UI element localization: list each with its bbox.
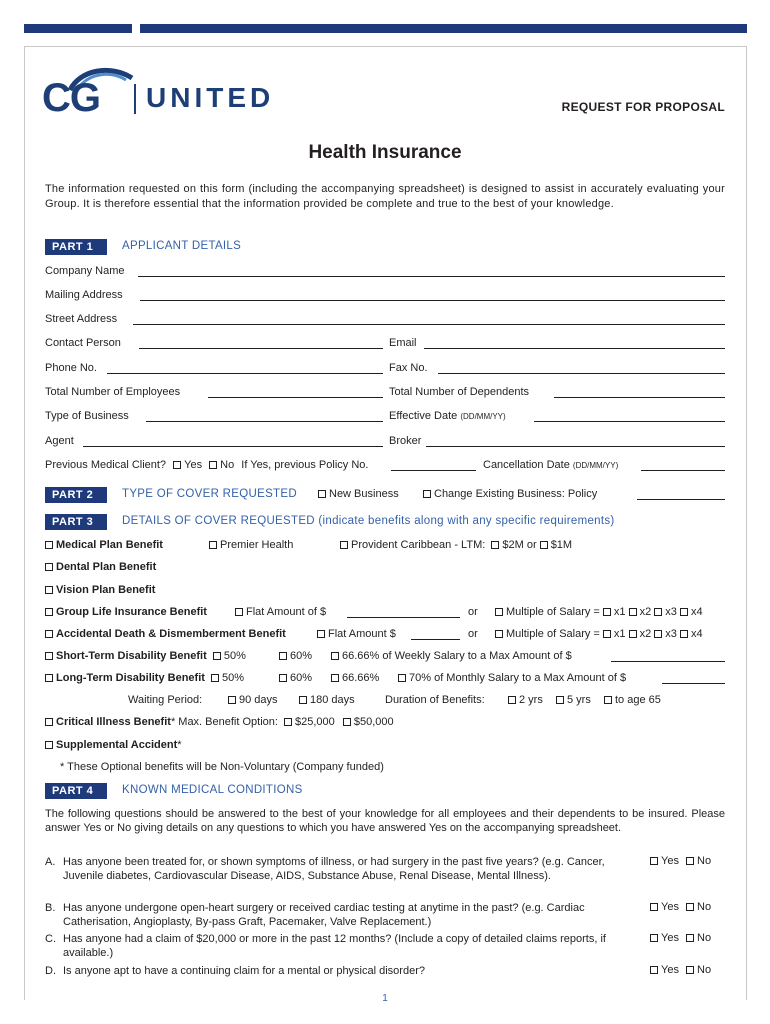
critical-illness-star: * bbox=[170, 716, 176, 728]
add-x3-checkbox[interactable] bbox=[654, 630, 662, 638]
provident-option[interactable] bbox=[340, 539, 572, 551]
question-d-text: Is anyone apt to have a continuing claim for a mental or physical disorder? bbox=[63, 965, 425, 977]
dental-plan-option[interactable] bbox=[45, 561, 156, 573]
part3-title: DETAILS OF COVER REQUESTED (indicate benefits along with any specific requirements) bbox=[122, 515, 615, 527]
previous-policy-field[interactable] bbox=[391, 470, 476, 471]
part4-tag: PART 4 bbox=[45, 783, 107, 799]
premier-health-checkbox[interactable] bbox=[209, 541, 217, 549]
question-d-no-label: No bbox=[697, 964, 712, 976]
group-life-multiple-label: Multiple of Salary = bbox=[506, 606, 600, 618]
dental-plan-label: Dental Plan Benefit bbox=[56, 561, 157, 573]
previous-client-no-label: No bbox=[220, 459, 235, 471]
intro-paragraph: The information requested on this form (including the accompanying spreadsheet) is designed to assist in accurately evaluating your Group. It is therefore essential that the information provided be complete and true to the best of your knowledge. bbox=[45, 183, 725, 210]
provident-checkbox[interactable] bbox=[340, 541, 348, 549]
header-bar-left bbox=[24, 24, 132, 33]
add-x1-checkbox[interactable] bbox=[603, 630, 611, 638]
group-life-option[interactable] bbox=[45, 606, 207, 618]
ltm-1m-label: $1M bbox=[550, 539, 573, 551]
total-dependents-label: Total Number of Dependents bbox=[389, 386, 530, 398]
premier-health-option[interactable] bbox=[209, 539, 293, 551]
std-50-label: 50% bbox=[223, 650, 246, 662]
agent-field[interactable] bbox=[83, 446, 383, 447]
add-flat-label: Flat Amount $ bbox=[328, 628, 396, 640]
total-dependents-field[interactable] bbox=[554, 397, 725, 398]
group-life-multiple-checkbox[interactable] bbox=[495, 608, 503, 616]
group-life-x1-checkbox[interactable] bbox=[603, 608, 611, 616]
part2-title: TYPE OF COVER REQUESTED bbox=[122, 488, 297, 500]
group-life-flat-option[interactable] bbox=[235, 606, 326, 618]
std-6666-option[interactable] bbox=[331, 650, 572, 662]
provident-label: Provident Caribbean - LTM: bbox=[351, 539, 486, 551]
add-label: Accidental Death & Dismemberment Benefit bbox=[56, 628, 286, 640]
effective-date-label bbox=[389, 410, 506, 422]
question-b-letter: B. bbox=[45, 902, 56, 914]
add-multiple-checkbox[interactable] bbox=[495, 630, 503, 638]
dental-plan-checkbox[interactable] bbox=[45, 563, 53, 571]
wait-90-option[interactable] bbox=[228, 694, 278, 706]
cancellation-date-format: (DD/MM/YY) bbox=[572, 461, 619, 470]
company-name-field[interactable] bbox=[138, 276, 725, 277]
max-benefit-label: Max. Benefit Option: bbox=[178, 716, 278, 728]
critical-illness-label: Critical Illness Benefit bbox=[56, 716, 171, 728]
cancellation-date-label bbox=[483, 459, 618, 471]
mailing-address-label: Mailing Address bbox=[45, 289, 123, 301]
wait-90-checkbox[interactable] bbox=[228, 696, 236, 704]
total-employees-field[interactable] bbox=[208, 397, 383, 398]
question-b-yes-checkbox[interactable] bbox=[650, 903, 658, 911]
vision-plan-option[interactable] bbox=[45, 584, 155, 596]
part1-tag: PART 1 bbox=[45, 239, 107, 255]
part2-tag: PART 2 bbox=[45, 487, 107, 503]
new-business-option[interactable] bbox=[318, 488, 399, 500]
add-option[interactable] bbox=[45, 628, 286, 640]
dur-65-checkbox[interactable] bbox=[604, 696, 612, 704]
cg-united-logo bbox=[42, 62, 302, 122]
question-a-answers bbox=[650, 855, 711, 867]
ltd-70-checkbox[interactable] bbox=[398, 674, 406, 682]
group-life-x2-checkbox[interactable] bbox=[629, 608, 637, 616]
dur-2-label: 2 yrs bbox=[519, 694, 543, 706]
question-a-no-label: No bbox=[697, 855, 712, 867]
question-d-yes-checkbox[interactable] bbox=[650, 966, 658, 974]
std-checkbox[interactable] bbox=[45, 652, 53, 660]
question-b-yes-label: Yes bbox=[661, 901, 679, 913]
type-of-business-label: Type of Business bbox=[45, 410, 129, 422]
std-option[interactable] bbox=[45, 650, 246, 662]
add-flat-field[interactable] bbox=[411, 639, 460, 640]
part3-tag: PART 3 bbox=[45, 514, 107, 530]
previous-client-yes-checkbox[interactable] bbox=[173, 461, 181, 469]
phone-field[interactable] bbox=[107, 373, 383, 374]
agent-label: Agent bbox=[45, 435, 74, 447]
vision-plan-checkbox[interactable] bbox=[45, 586, 53, 594]
group-life-label: Group Life Insurance Benefit bbox=[56, 606, 207, 618]
ltd-60-option[interactable] bbox=[279, 672, 312, 684]
dur-2-checkbox[interactable] bbox=[508, 696, 516, 704]
ltd-60-label: 60% bbox=[290, 672, 313, 684]
optional-benefits-note: * These Optional benefits will be Non-Voluntary (Company funded) bbox=[60, 761, 384, 773]
change-existing-option[interactable] bbox=[423, 488, 597, 500]
question-b-text: Has anyone undergone open-heart surgery or received cardiac testing at anytime in the past? (e.g. Cardiac Catherisation, Angioplasty, By-pass Graft, Pacemaker, Valve Replacement.) bbox=[63, 902, 585, 928]
opt-50000-label: $50,000 bbox=[353, 716, 394, 728]
new-business-checkbox[interactable] bbox=[318, 490, 326, 498]
broker-label: Broker bbox=[389, 435, 422, 447]
ltd-option[interactable] bbox=[45, 672, 244, 684]
group-life-multiple-option[interactable] bbox=[495, 606, 703, 618]
effective-date-text: Effective Date bbox=[389, 410, 458, 422]
question-c-answers bbox=[650, 932, 711, 944]
page-title: Health Insurance bbox=[308, 142, 462, 163]
question-d-answers bbox=[650, 964, 711, 976]
group-life-or: or bbox=[468, 606, 478, 618]
group-life-x3-checkbox[interactable] bbox=[654, 608, 662, 616]
add-flat-option[interactable] bbox=[317, 628, 396, 640]
question-b-no-label: No bbox=[697, 901, 712, 913]
new-business-label: New Business bbox=[329, 488, 399, 500]
broker-field[interactable] bbox=[426, 446, 725, 447]
dur-5-option[interactable] bbox=[556, 694, 591, 706]
add-x3-label: x3 bbox=[665, 628, 677, 640]
group-life-x4-checkbox[interactable] bbox=[680, 608, 688, 616]
ltd-70-label: 70% of Monthly Salary to a Max Amount of $ bbox=[409, 672, 627, 684]
question-d-no-checkbox[interactable] bbox=[686, 966, 694, 974]
question-c-letter: C. bbox=[45, 933, 56, 945]
question-b-answers bbox=[650, 901, 711, 913]
part1-title: APPLICANT DETAILS bbox=[122, 240, 242, 252]
ltd-60-checkbox[interactable] bbox=[279, 674, 287, 682]
question-a-letter: A. bbox=[45, 856, 56, 868]
ltd-max-amount-field[interactable] bbox=[662, 683, 725, 684]
waiting-period-label: Waiting Period: bbox=[128, 694, 203, 706]
ltm-2m-checkbox[interactable] bbox=[491, 541, 499, 549]
std-max-amount-field[interactable] bbox=[611, 661, 725, 662]
question-c-text: Has anyone had a claim of $20,000 or more in the past 12 months? (Include a copy of detailed claims reports, if available.) bbox=[63, 933, 606, 959]
request-for-proposal-label: REQUEST FOR PROPOSAL bbox=[561, 100, 725, 114]
supplemental-accident-label: Supplemental Accident bbox=[56, 739, 178, 751]
effective-date-field[interactable] bbox=[534, 421, 725, 422]
dur-65-label: to age 65 bbox=[615, 694, 661, 706]
part4-title: KNOWN MEDICAL CONDITIONS bbox=[122, 784, 303, 796]
dur-5-checkbox[interactable] bbox=[556, 696, 564, 704]
add-multiple-option[interactable] bbox=[495, 628, 703, 640]
group-life-x1-label: x1 bbox=[613, 606, 626, 618]
add-multiple-label: Multiple of Salary = bbox=[506, 628, 600, 640]
ltd-50-label: 50% bbox=[221, 672, 245, 684]
vision-plan-label: Vision Plan Benefit bbox=[56, 584, 156, 596]
ltd-50-checkbox[interactable] bbox=[211, 674, 219, 682]
previous-client-yes-label: Yes bbox=[184, 459, 203, 471]
ltm-1m-checkbox[interactable] bbox=[540, 541, 548, 549]
ltd-6666-option[interactable] bbox=[331, 672, 379, 684]
dur-5-label: 5 yrs bbox=[567, 694, 591, 706]
wait-90-label: 90 days bbox=[239, 694, 278, 706]
add-flat-checkbox[interactable] bbox=[317, 630, 325, 638]
ltd-6666-checkbox[interactable] bbox=[331, 674, 339, 682]
medical-plan-checkbox[interactable] bbox=[45, 541, 53, 549]
logo-united-text: UNITED bbox=[146, 82, 275, 113]
std-60-checkbox[interactable] bbox=[279, 652, 287, 660]
ltm-or-label: or bbox=[526, 539, 537, 551]
group-life-flat-label: Flat Amount of $ bbox=[246, 606, 327, 618]
question-c-yes-label: Yes bbox=[661, 932, 679, 944]
previous-policy-label: If Yes, previous Policy No. bbox=[241, 459, 369, 471]
std-60-label: 60% bbox=[290, 650, 313, 662]
phone-label: Phone No. bbox=[45, 362, 97, 374]
question-d-yes-label: Yes bbox=[661, 964, 679, 976]
change-existing-checkbox[interactable] bbox=[423, 490, 431, 498]
mailing-address-field[interactable] bbox=[140, 300, 725, 301]
email-field[interactable] bbox=[424, 348, 725, 349]
medical-plan-label: Medical Plan Benefit bbox=[56, 539, 163, 551]
question-a-text: Has anyone been treated for, or shown symptoms of illness, or had surgery in the past five years? (e.g. Cancer, Juvenile diabetes, Cardiovascular Disease, AIDS, Substance Abuse, Renal Disease, Mental Illness). bbox=[63, 856, 605, 882]
email-label: Email bbox=[389, 337, 417, 349]
type-of-business-field[interactable] bbox=[146, 421, 383, 422]
ltd-70-option[interactable] bbox=[398, 672, 626, 684]
opt-25000-checkbox[interactable] bbox=[284, 718, 292, 726]
ltd-6666-label: 66.66% bbox=[342, 672, 380, 684]
wait-180-label: 180 days bbox=[310, 694, 355, 706]
company-name-label: Company Name bbox=[45, 265, 125, 277]
effective-date-format: (DD/MM/YY) bbox=[460, 412, 506, 421]
std-6666-label: 66.66% of Weekly Salary to a Max Amount of $ bbox=[342, 650, 572, 662]
critical-illness-checkbox[interactable] bbox=[45, 718, 53, 726]
fax-field[interactable] bbox=[438, 373, 725, 374]
logo-divider bbox=[134, 84, 136, 114]
change-existing-policy-field[interactable] bbox=[637, 499, 725, 500]
std-6666-checkbox[interactable] bbox=[331, 652, 339, 660]
street-address-field[interactable] bbox=[133, 324, 725, 325]
duration-label: Duration of Benefits: bbox=[385, 694, 485, 706]
supplemental-accident-star: * bbox=[177, 739, 182, 751]
premier-health-label: Premier Health bbox=[220, 539, 294, 551]
critical-illness-option[interactable] bbox=[45, 716, 394, 728]
question-c-no-checkbox[interactable] bbox=[686, 934, 694, 942]
group-life-x3-label: x3 bbox=[665, 606, 677, 618]
question-c-no-label: No bbox=[697, 932, 712, 944]
add-x4-label: x4 bbox=[690, 628, 703, 640]
question-a-yes-label: Yes bbox=[661, 855, 679, 867]
add-checkbox[interactable] bbox=[45, 630, 53, 638]
wait-180-checkbox[interactable] bbox=[299, 696, 307, 704]
medical-plan-option[interactable] bbox=[45, 539, 163, 551]
add-x1-label: x1 bbox=[613, 628, 626, 640]
question-d-letter: D. bbox=[45, 965, 56, 977]
contact-person-field[interactable] bbox=[139, 348, 383, 349]
group-life-x2-label: x2 bbox=[639, 606, 652, 618]
page-number: 1 bbox=[382, 993, 388, 1004]
dur-2-option[interactable] bbox=[508, 694, 543, 706]
ltd-label: Long-Term Disability Benefit bbox=[56, 672, 205, 684]
previous-client-label: Previous Medical Client? bbox=[45, 459, 167, 471]
supplemental-accident-option[interactable] bbox=[45, 739, 182, 751]
std-60-option[interactable] bbox=[279, 650, 312, 662]
group-life-flat-checkbox[interactable] bbox=[235, 608, 243, 616]
dur-65-option[interactable] bbox=[604, 694, 661, 706]
add-x4-checkbox[interactable] bbox=[680, 630, 688, 638]
contact-person-label: Contact Person bbox=[45, 337, 121, 349]
std-label: Short-Term Disability Benefit bbox=[56, 650, 207, 662]
opt-25000-label: $25,000 bbox=[295, 716, 335, 728]
logo-cg-text: CG bbox=[42, 76, 100, 120]
question-b-no-checkbox[interactable] bbox=[686, 903, 694, 911]
add-x2-checkbox[interactable] bbox=[629, 630, 637, 638]
street-address-label: Street Address bbox=[45, 313, 118, 325]
fax-label: Fax No. bbox=[389, 362, 428, 374]
question-c-yes-checkbox[interactable] bbox=[650, 934, 658, 942]
cancellation-date-field[interactable] bbox=[641, 470, 725, 471]
group-life-flat-field[interactable] bbox=[347, 617, 460, 618]
previous-client-row bbox=[45, 459, 368, 471]
question-a-yes-checkbox[interactable] bbox=[650, 857, 658, 865]
total-employees-label: Total Number of Employees bbox=[45, 386, 181, 398]
ltm-2m-label: $2M bbox=[502, 539, 524, 551]
change-existing-label: Change Existing Business: Policy bbox=[434, 488, 598, 500]
std-50-checkbox[interactable] bbox=[213, 652, 221, 660]
cancellation-date-text: Cancellation Date bbox=[483, 459, 570, 471]
question-a-no-checkbox[interactable] bbox=[686, 857, 694, 865]
group-life-checkbox[interactable] bbox=[45, 608, 53, 616]
header-bar-right bbox=[140, 24, 747, 33]
wait-180-option[interactable] bbox=[299, 694, 355, 706]
part4-intro: The following questions should be answered to the best of your knowledge for all employees and their dependents to be insured. Please answer Yes or No giving details on any questions to which you have answered Yes on the accompanying spreadsheet. bbox=[45, 808, 725, 834]
add-x2-label: x2 bbox=[639, 628, 652, 640]
previous-client-no-checkbox[interactable] bbox=[209, 461, 217, 469]
supplemental-accident-checkbox[interactable] bbox=[45, 741, 53, 749]
group-life-x4-label: x4 bbox=[690, 606, 703, 618]
ltd-checkbox[interactable] bbox=[45, 674, 53, 682]
add-or: or bbox=[468, 628, 478, 640]
opt-50000-checkbox[interactable] bbox=[343, 718, 351, 726]
